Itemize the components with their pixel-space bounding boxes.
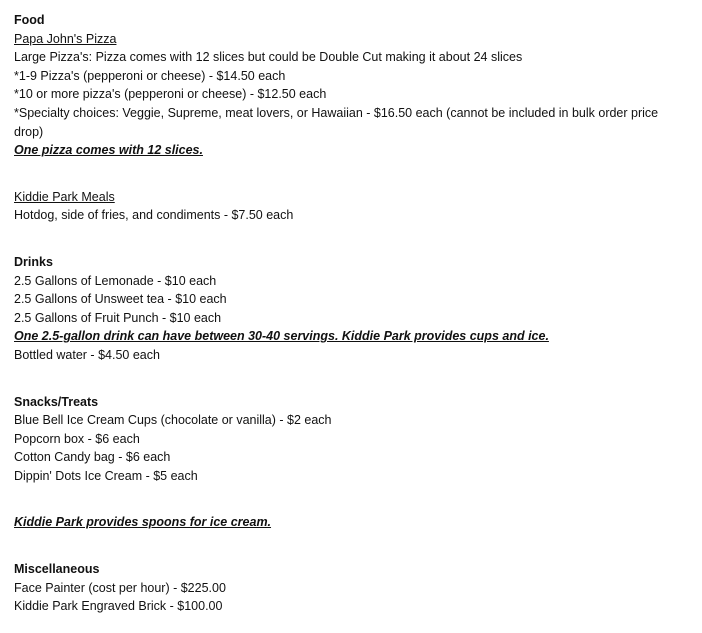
- drinks-line: Bottled water - $4.50 each: [14, 347, 160, 362]
- food-line: *Specialty choices: Veggie, Supreme, meat lovers, or Hawaiian - $16.50 each (cannot be included in bulk order price drop): [14, 105, 659, 139]
- kiddie-meals-line: Hotdog, side of fries, and condiments - $7.50 each: [14, 208, 294, 223]
- snacks-note: Kiddie Park provides spoons for ice cream.: [14, 515, 272, 530]
- spacer: [14, 485, 690, 513]
- food-vendor: Papa John's Pizza: [14, 31, 117, 46]
- snacks-line: Blue Bell Ice Cream Cups (chocolate or vanilla) - $2 each: [14, 413, 332, 428]
- food-line: *10 or more pizza's (pepperoni or cheese) - $12.50 each: [14, 87, 327, 102]
- misc-section: [14, 560, 690, 616]
- food-note: One pizza comes with 12 slices.: [14, 143, 203, 158]
- spacer: [14, 532, 690, 560]
- food-heading: Food: [14, 13, 45, 27]
- misc-heading: Miscellaneous: [14, 562, 100, 577]
- document-body: [14, 11, 690, 616]
- food-line: Large Pizza's: Pizza comes with 12 slices but could be Double Cut making it about 24 slices: [14, 50, 523, 65]
- snacks-heading: Snacks/Treats: [14, 394, 99, 409]
- drinks-line: 2.5 Gallons of Lemonade - $10 each: [14, 273, 217, 288]
- spacer: [14, 160, 690, 188]
- drinks-heading: Drinks: [14, 254, 53, 269]
- snacks-line: Popcorn box - $6 each: [14, 431, 140, 446]
- food-section: [14, 11, 690, 160]
- misc-line: Kiddie Park Engraved Brick - $100.00: [14, 599, 223, 614]
- misc-line: Face Painter (cost per hour) - $225.00: [14, 580, 226, 595]
- drinks-line: 2.5 Gallons of Fruit Punch - $10 each: [14, 310, 222, 325]
- snacks-line: Dippin' Dots Ice Cream - $5 each: [14, 468, 198, 483]
- spacer: [14, 365, 690, 393]
- snacks-section: [14, 393, 690, 533]
- kiddie-meals-heading: Kiddie Park Meals: [14, 189, 115, 204]
- spacer: [14, 225, 690, 253]
- kiddie-meals-section: [14, 188, 690, 225]
- drinks-section: [14, 253, 690, 365]
- snacks-line: Cotton Candy bag - $6 each: [14, 450, 171, 465]
- drinks-note: One 2.5-gallon drink can have between 30-40 servings. Kiddie Park provides cups and ice.: [14, 329, 549, 344]
- food-line: *1-9 Pizza's (pepperoni or cheese) - $14.50 each: [14, 68, 286, 83]
- drinks-line: 2.5 Gallons of Unsweet tea - $10 each: [14, 292, 227, 307]
